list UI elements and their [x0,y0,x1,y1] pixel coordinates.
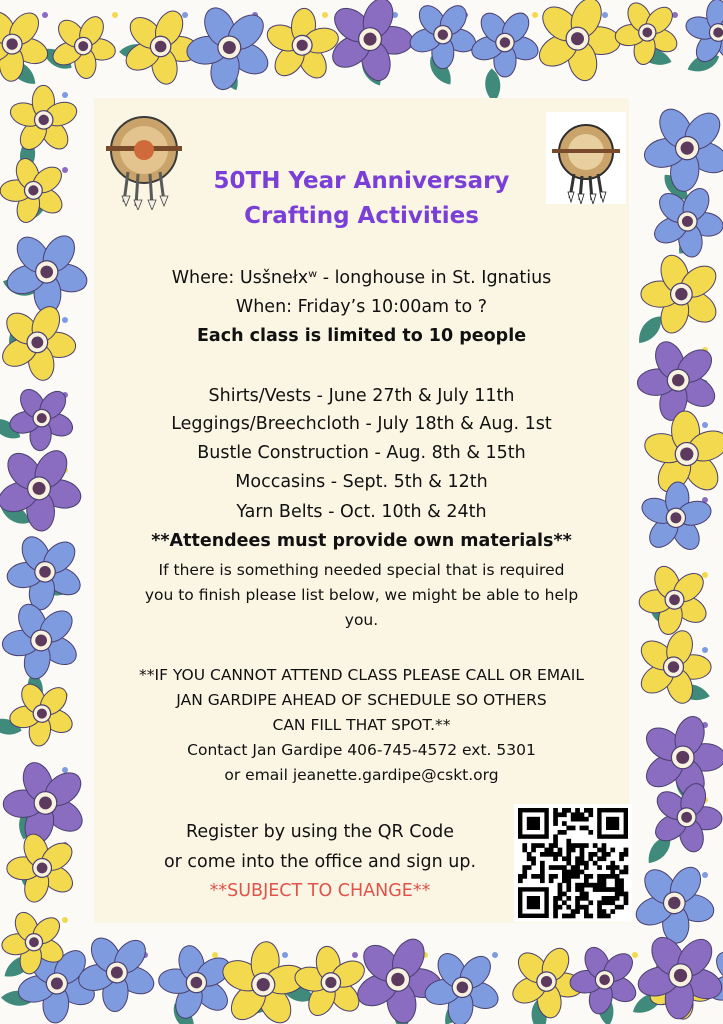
cancel-note-line: CAN FILL THAT SPOT.** [272,716,451,734]
crafting-committee-logo [98,110,190,210]
dot-decoration [672,12,678,18]
dot-decoration [212,952,218,958]
contact-phone: Contact Jan Gardipe 406-745-4572 ext. 5301 [187,741,536,759]
dot-decoration [62,917,68,923]
schedule-item: Bustle Construction - Aug. 8th & 15th [197,443,526,463]
cancel-note-line: JAN GARDIPE AHEAD OF SCHEDULE SO OTHERS [176,691,547,709]
title-line-1: 50TH Year Anniversary [213,168,510,194]
special-note-line: you to finish please list below, we might be able to help [144,586,579,604]
where-text: Where: Usšnełxʷ - longhouse in St. Ignatius [171,268,552,288]
schedule-item: Yarn Belts - Oct. 10th & 24th [236,502,487,522]
dot-decoration [632,952,638,958]
special-note-line: you. [344,611,379,629]
when-text: When: Friday’s 10:00am to ? [235,297,488,317]
dot-decoration [492,952,498,958]
cancel-note-line: **IF YOU CANNOT ATTEND CLASS PLEASE CALL OR EMAIL [139,666,584,684]
dot-decoration [352,952,358,958]
dot-decoration [112,12,118,18]
flower-decoration [0,71,93,169]
dot-decoration [62,317,68,323]
dot-decoration [42,12,48,18]
register-line-1: Register by using the QR Code [185,822,455,842]
flower-decoration [45,6,122,86]
register-line-2: or come into the office and sign up. [163,852,477,872]
dot-decoration [702,872,708,878]
flower-decoration [603,0,691,77]
schedule-item: Leggings/Breechcloth - July 18th & Aug. 1st [171,414,552,434]
schedule-item: Shirts/Vests - June 27th & July 11th [208,386,515,406]
title-line-2: Crafting Activities [244,203,479,229]
materials-note: **Attendees must provide own materials** [151,531,572,551]
flower-decoration [399,0,486,79]
dot-decoration [62,92,68,98]
registration-qr-code[interactable] [514,804,632,922]
dot-decoration [532,12,538,18]
flower-decoration [531,0,624,87]
special-note-line: If there is something needed special that is required [158,561,565,579]
subject-to-change: **SUBJECT TO CHANGE** [209,881,431,901]
flower-decoration [170,0,288,107]
flower-decoration [325,0,415,86]
class-limit-text: Each class is limited to 10 people [196,326,527,346]
schedule-item: Moccasins - Sept. 5th & 12th [235,472,488,492]
dot-decoration [182,12,188,18]
dot-decoration [602,12,608,18]
flower-decoration [0,743,105,864]
dot-decoration [322,12,328,18]
dot-decoration [702,647,708,653]
dot-decoration [282,952,288,958]
contact-email[interactable]: or email jeanette.gardipe@cskt.org [224,766,499,784]
